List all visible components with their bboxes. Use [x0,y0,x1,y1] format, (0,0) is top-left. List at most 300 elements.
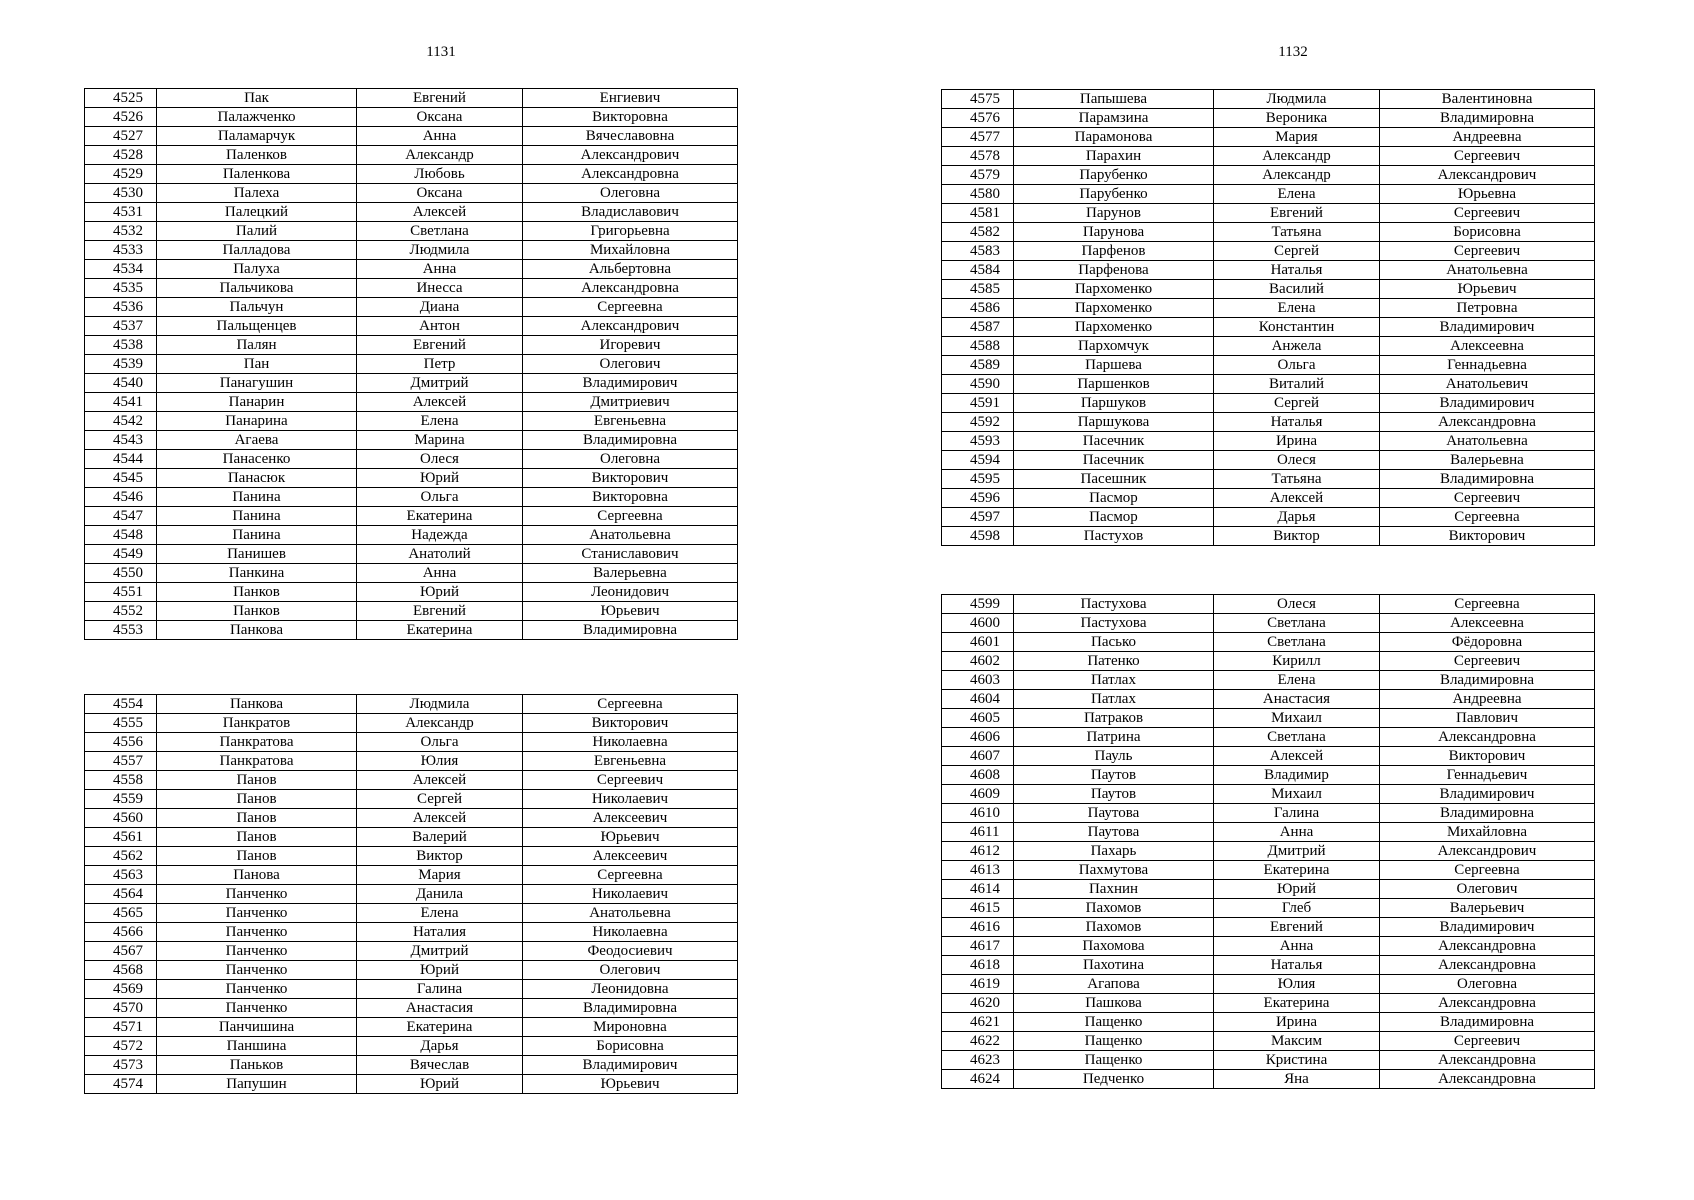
record-number-cell: 4607 [942,747,1014,766]
surname-cell: Пасмор [1014,508,1214,527]
surname-cell: Пахомов [1014,899,1214,918]
table-row [85,393,738,412]
patronymic-cell: Анатольевна [1380,432,1595,451]
table-row [85,602,738,621]
first-name-cell: Сергей [357,790,523,809]
patronymic-cell: Алексеевна [1380,337,1595,356]
surname-cell: Парунова [1014,223,1214,242]
patronymic-cell: Евгеньевна [523,412,738,431]
first-name-cell: Сергей [1214,242,1380,261]
surname-cell: Пахомова [1014,937,1214,956]
table-row [85,695,738,714]
table-row [942,728,1595,747]
record-number-cell: 4596 [942,489,1014,508]
patronymic-cell: Сергеевич [1380,147,1595,166]
surname-cell: Панченко [157,961,357,980]
surname-cell: Панков [157,602,357,621]
record-number-cell: 4620 [942,994,1014,1013]
record-number-cell: 4599 [942,595,1014,614]
record-number-cell: 4542 [85,412,157,431]
table-row [85,203,738,222]
first-name-cell: Людмила [357,241,523,260]
patronymic-cell: Павлович [1380,709,1595,728]
table-row [942,747,1595,766]
first-name-cell: Галина [1214,804,1380,823]
patronymic-cell: Владимирович [1380,785,1595,804]
patronymic-cell: Геннадьевна [1380,356,1595,375]
surname-cell: Паньков [157,1056,357,1075]
table-row [85,545,738,564]
table-row [85,89,738,108]
record-number-cell: 4585 [942,280,1014,299]
patronymic-cell: Борисовна [1380,223,1595,242]
first-name-cell: Светлана [357,222,523,241]
first-name-cell: Анна [1214,937,1380,956]
record-number-cell: 4582 [942,223,1014,242]
right-page-number: 1132 [1278,44,1308,60]
first-name-cell: Алексей [357,809,523,828]
patronymic-cell: Александровна [1380,413,1595,432]
table-row [942,185,1595,204]
first-name-cell: Алексей [357,771,523,790]
first-name-cell: Надежда [357,526,523,545]
patronymic-cell: Анатольевна [523,526,738,545]
first-name-cell: Юрий [357,583,523,602]
first-name-cell: Юрий [1214,880,1380,899]
patronymic-cell: Андреевна [1380,128,1595,147]
surname-cell: Парфенова [1014,261,1214,280]
first-name-cell: Олеся [1214,451,1380,470]
record-number-cell: 4530 [85,184,157,203]
record-number-cell: 4609 [942,785,1014,804]
first-name-cell: Наталья [1214,956,1380,975]
patronymic-cell: Мироновна [523,1018,738,1037]
surname-cell: Пащенко [1014,1013,1214,1032]
record-number-cell: 4546 [85,488,157,507]
record-number-cell: 4561 [85,828,157,847]
surname-cell: Панов [157,771,357,790]
patronymic-cell: Михайловна [523,241,738,260]
record-number-cell: 4613 [942,861,1014,880]
first-name-cell: Антон [357,317,523,336]
record-number-cell: 4583 [942,242,1014,261]
patronymic-cell: Александрович [1380,166,1595,185]
patronymic-cell: Сергеевич [523,771,738,790]
first-name-cell: Виталий [1214,375,1380,394]
surname-cell: Панченко [157,980,357,999]
record-number-cell: 4584 [942,261,1014,280]
surname-cell: Пахомов [1014,918,1214,937]
patronymic-cell: Михайловна [1380,823,1595,842]
table-row [85,1056,738,1075]
surname-cell: Пастухов [1014,527,1214,546]
surname-cell: Пасмор [1014,489,1214,508]
record-number-cell: 4534 [85,260,157,279]
first-name-cell: Алексей [357,393,523,412]
patronymic-cell: Владимировна [1380,671,1595,690]
surname-cell: Пархоменко [1014,318,1214,337]
right-table-top [941,89,1595,546]
surname-cell: Панкина [157,564,357,583]
table-row [85,336,738,355]
record-number-cell: 4619 [942,975,1014,994]
record-number-cell: 4564 [85,885,157,904]
patronymic-cell: Валерьевна [1380,451,1595,470]
surname-cell: Парунов [1014,204,1214,223]
table-row [85,222,738,241]
record-number-cell: 4579 [942,166,1014,185]
record-number-cell: 4560 [85,809,157,828]
surname-cell: Панарина [157,412,357,431]
record-number-cell: 4551 [85,583,157,602]
patronymic-cell: Алексеевич [523,809,738,828]
patronymic-cell: Игоревич [523,336,738,355]
patronymic-cell: Викторович [1380,747,1595,766]
table-row [85,165,738,184]
record-number-cell: 4549 [85,545,157,564]
record-number-cell: 4571 [85,1018,157,1037]
record-number-cell: 4565 [85,904,157,923]
surname-cell: Агапова [1014,975,1214,994]
table-row [942,652,1595,671]
record-number-cell: 4537 [85,317,157,336]
first-name-cell: Екатерина [1214,994,1380,1013]
surname-cell: Парфенов [1014,242,1214,261]
record-number-cell: 4563 [85,866,157,885]
first-name-cell: Екатерина [1214,861,1380,880]
patronymic-cell: Станиславович [523,545,738,564]
table-row [942,956,1595,975]
patronymic-cell: Дмитриевич [523,393,738,412]
record-number-cell: 4570 [85,999,157,1018]
patronymic-cell: Владимирович [1380,918,1595,937]
surname-cell: Патрина [1014,728,1214,747]
first-name-cell: Александр [1214,147,1380,166]
surname-cell: Пасько [1014,633,1214,652]
first-name-cell: Дарья [1214,508,1380,527]
patronymic-cell: Олегович [523,961,738,980]
table-row [942,223,1595,242]
table-row [942,318,1595,337]
surname-cell: Панченко [157,999,357,1018]
table-row [942,299,1595,318]
record-number-cell: 4541 [85,393,157,412]
surname-cell: Пахотина [1014,956,1214,975]
left-table-bottom [84,694,738,1094]
surname-cell: Панина [157,488,357,507]
table-row [942,823,1595,842]
first-name-cell: Ирина [1214,1013,1380,1032]
record-number-cell: 4540 [85,374,157,393]
table-row [85,127,738,146]
first-name-cell: Александр [357,714,523,733]
patronymic-cell: Викторовна [523,108,738,127]
patronymic-cell: Петровна [1380,299,1595,318]
surname-cell: Паршева [1014,356,1214,375]
record-number-cell: 4587 [942,318,1014,337]
patronymic-cell: Викторович [1380,527,1595,546]
patronymic-cell: Феодосиевич [523,942,738,961]
patronymic-cell: Владимировна [1380,1013,1595,1032]
table-row [942,937,1595,956]
surname-cell: Панов [157,847,357,866]
surname-cell: Паутова [1014,804,1214,823]
first-name-cell: Дарья [357,1037,523,1056]
surname-cell: Пасечник [1014,432,1214,451]
record-number-cell: 4604 [942,690,1014,709]
surname-cell: Панина [157,526,357,545]
patronymic-cell: Александровна [1380,994,1595,1013]
first-name-cell: Наталья [1214,261,1380,280]
record-number-cell: 4622 [942,1032,1014,1051]
patronymic-cell: Александровна [1380,1070,1595,1089]
record-number-cell: 4608 [942,766,1014,785]
patronymic-cell: Сергеевич [1380,489,1595,508]
table-row [942,595,1595,614]
first-name-cell: Юрий [357,469,523,488]
surname-cell: Пастухова [1014,614,1214,633]
surname-cell: Панченко [157,904,357,923]
patronymic-cell: Владимирович [523,1056,738,1075]
table-row [942,508,1595,527]
first-name-cell: Виктор [1214,527,1380,546]
record-number-cell: 4559 [85,790,157,809]
patronymic-cell: Николаевна [523,923,738,942]
record-number-cell: 4589 [942,356,1014,375]
record-number-cell: 4623 [942,1051,1014,1070]
record-number-cell: 4556 [85,733,157,752]
surname-cell: Палецкий [157,203,357,222]
patronymic-cell: Сергеевна [1380,861,1595,880]
left-table-top [84,88,738,640]
table-row [942,90,1595,109]
surname-cell: Панов [157,790,357,809]
surname-cell: Паншина [157,1037,357,1056]
table-row [942,280,1595,299]
table-row [942,375,1595,394]
first-name-cell: Мария [1214,128,1380,147]
first-name-cell: Екатерина [357,1018,523,1037]
surname-cell: Пащенко [1014,1051,1214,1070]
patronymic-cell: Олегович [1380,880,1595,899]
surname-cell: Пауль [1014,747,1214,766]
surname-cell: Пак [157,89,357,108]
surname-cell: Палладова [157,241,357,260]
first-name-cell: Юлия [357,752,523,771]
record-number-cell: 4536 [85,298,157,317]
record-number-cell: 4606 [942,728,1014,747]
table-row [942,1013,1595,1032]
record-number-cell: 4531 [85,203,157,222]
surname-cell: Панасенко [157,450,357,469]
surname-cell: Пан [157,355,357,374]
patronymic-cell: Юрьевич [523,1075,738,1094]
first-name-cell: Сергей [1214,394,1380,413]
table-row [942,880,1595,899]
record-number-cell: 4538 [85,336,157,355]
surname-cell: Парамзина [1014,109,1214,128]
surname-cell: Патлах [1014,690,1214,709]
table-row [85,146,738,165]
patronymic-cell: Владимировна [1380,470,1595,489]
patronymic-cell: Александровна [1380,937,1595,956]
record-number-cell: 4573 [85,1056,157,1075]
surname-cell: Пашкова [1014,994,1214,1013]
record-number-cell: 4598 [942,527,1014,546]
first-name-cell: Марина [357,431,523,450]
first-name-cell: Анна [357,564,523,583]
record-number-cell: 4612 [942,842,1014,861]
first-name-cell: Анжела [1214,337,1380,356]
surname-cell: Папышева [1014,90,1214,109]
patronymic-cell: Сергеевна [523,298,738,317]
record-number-cell: 4603 [942,671,1014,690]
first-name-cell: Юрий [357,961,523,980]
patronymic-cell: Викторович [523,469,738,488]
first-name-cell: Вячеслав [357,1056,523,1075]
surname-cell: Палий [157,222,357,241]
table-row [85,733,738,752]
surname-cell: Паршуков [1014,394,1214,413]
record-number-cell: 4593 [942,432,1014,451]
patronymic-cell: Александровна [523,279,738,298]
table-row [942,918,1595,937]
patronymic-cell: Владимирович [523,374,738,393]
first-name-cell: Светлана [1214,614,1380,633]
table-row [85,752,738,771]
first-name-cell: Ирина [1214,432,1380,451]
patronymic-cell: Енгиевич [523,89,738,108]
record-number-cell: 4527 [85,127,157,146]
table-row [942,337,1595,356]
first-name-cell: Оксана [357,108,523,127]
first-name-cell: Александр [1214,166,1380,185]
first-name-cell: Любовь [357,165,523,184]
patronymic-cell: Юрьевич [1380,280,1595,299]
table-row [942,109,1595,128]
first-name-cell: Елена [1214,671,1380,690]
patronymic-cell: Валентиновна [1380,90,1595,109]
surname-cell: Патраков [1014,709,1214,728]
surname-cell: Пасешник [1014,470,1214,489]
first-name-cell: Анастасия [1214,690,1380,709]
patronymic-cell: Борисовна [523,1037,738,1056]
table-row [85,809,738,828]
patronymic-cell: Сергеевич [1380,204,1595,223]
table-row [942,614,1595,633]
patronymic-cell: Юрьевич [523,602,738,621]
record-number-cell: 4543 [85,431,157,450]
record-number-cell: 4618 [942,956,1014,975]
patronymic-cell: Валерьевна [523,564,738,583]
surname-cell: Пахарь [1014,842,1214,861]
record-number-cell: 4592 [942,413,1014,432]
surname-cell: Пахмутова [1014,861,1214,880]
table-row [942,1051,1595,1070]
table-row [942,804,1595,823]
patronymic-cell: Викторовна [523,488,738,507]
first-name-cell: Данила [357,885,523,904]
table-row [942,242,1595,261]
surname-cell: Панченко [157,942,357,961]
surname-cell: Пальщенцев [157,317,357,336]
patronymic-cell: Фёдоровна [1380,633,1595,652]
patronymic-cell: Александрович [1380,842,1595,861]
table-row [942,204,1595,223]
table-row [942,842,1595,861]
surname-cell: Палеха [157,184,357,203]
table-row [85,771,738,790]
surname-cell: Паршенков [1014,375,1214,394]
table-row [85,355,738,374]
first-name-cell: Татьяна [1214,223,1380,242]
first-name-cell: Яна [1214,1070,1380,1089]
table-row [942,394,1595,413]
surname-cell: Панина [157,507,357,526]
record-number-cell: 4548 [85,526,157,545]
patronymic-cell: Николаевна [523,733,738,752]
table-row [942,261,1595,280]
table-row [85,714,738,733]
record-number-cell: 4533 [85,241,157,260]
surname-cell: Паламарчук [157,127,357,146]
first-name-cell: Светлана [1214,728,1380,747]
patronymic-cell: Валерьевич [1380,899,1595,918]
first-name-cell: Михаил [1214,785,1380,804]
first-name-cell: Людмила [357,695,523,714]
first-name-cell: Мария [357,866,523,885]
surname-cell: Панов [157,828,357,847]
patronymic-cell: Сергеевна [523,695,738,714]
patronymic-cell: Олегович [523,355,738,374]
patronymic-cell: Анатольевна [523,904,738,923]
first-name-cell: Алексей [1214,489,1380,508]
table-row [942,633,1595,652]
surname-cell: Паутов [1014,766,1214,785]
surname-cell: Парубенко [1014,166,1214,185]
table-row [85,1018,738,1037]
patronymic-cell: Владиславович [523,203,738,222]
table-row [85,621,738,640]
surname-cell: Пальчун [157,298,357,317]
record-number-cell: 4526 [85,108,157,127]
record-number-cell: 4552 [85,602,157,621]
record-number-cell: 4615 [942,899,1014,918]
table-row [85,488,738,507]
surname-cell: Педченко [1014,1070,1214,1089]
table-row [85,847,738,866]
surname-cell: Агаева [157,431,357,450]
table-row [942,166,1595,185]
first-name-cell: Владимир [1214,766,1380,785]
record-number-cell: 4597 [942,508,1014,527]
table-row [942,690,1595,709]
table-row [85,923,738,942]
surname-cell: Парамонова [1014,128,1214,147]
surname-cell: Пащенко [1014,1032,1214,1051]
record-number-cell: 4539 [85,355,157,374]
patronymic-cell: Викторович [523,714,738,733]
patronymic-cell: Алексеевна [1380,614,1595,633]
first-name-cell: Глеб [1214,899,1380,918]
table-row [85,412,738,431]
table-row [85,999,738,1018]
record-number-cell: 4590 [942,375,1014,394]
record-number-cell: 4600 [942,614,1014,633]
surname-cell: Паленкова [157,165,357,184]
first-name-cell: Инесса [357,279,523,298]
surname-cell: Пальчикова [157,279,357,298]
